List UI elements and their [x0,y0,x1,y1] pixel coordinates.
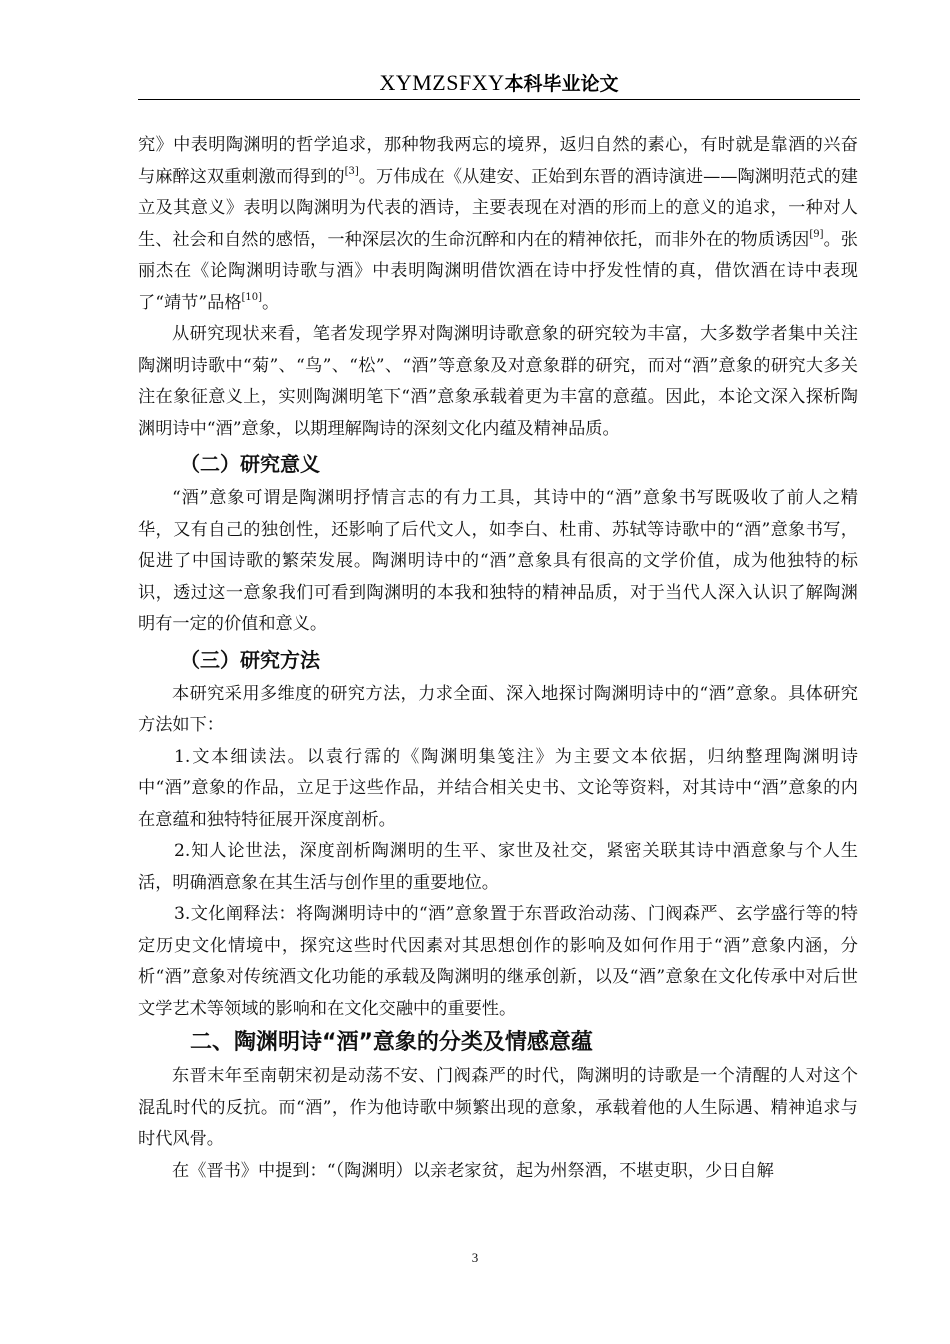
paragraph-era-background: 东晋末年至南朝宋初是动荡不安、门阀森严的时代，陶渊明的诗歌是一个清醒的人对这个混乱时代的反抗。而“酒”，作为他诗歌中频繁出现的意象，承载着他的人生际遇、精神追求与时代风骨。 [138,1066,858,1149]
running-header [138,68,860,98]
paragraph-methods-intro: 本研究采用多维度的研究方法，力求全面、深入地探讨陶渊明诗中的“酒”意象。具体研究方法如下： [138,683,858,735]
body-text [138,130,858,1187]
header-title: 本科毕业论文 [504,73,619,95]
citation-9: [9] [809,228,824,240]
method-item-1: 1.文本细读法。以袁行霈的《陶渊明集笺注》为主要文本依据，归纳整理陶渊明诗中“酒”意象的作品，立足于这些作品，并结合相关史书、文论等资料，对其诗中“酒”意象的内在意蕴和独特特征展开深度剖析。 [138,746,858,830]
method-item-2: 2.知人论世法，深度剖析陶渊明的生平、家世及社交，紧密关联其诗中酒意象与个人生活，明确酒意象在其生活与创作里的重要地位。 [138,841,858,893]
paragraph-research-status: 从研究现状来看，笔者发现学界对陶渊明诗歌意象的研究较为丰富，大多数学者集中关注陶渊明诗歌中“菊”、“鸟”、“松”、“酒”等意象及对意象群的研究，而对“酒”意象的研究大多关注在象征意义上，实则陶渊明笔下“酒”意象承载着更为丰富的意蕴。因此，本论文深入探析陶渊明诗中“酒”意象，以期理解陶诗的深刻文化内蕴及精神品质。 [138,324,858,439]
paragraph-review-continued: 究》中表明陶渊明的哲学追求，那种物我两忘的境界，返归自然的素心，有时就是靠酒的兴奋与麻醉这双重刺激而得到的[3]。万伟成在《从建安、正始到东晋的酒诗演进——陶渊明范式的建立及其意义》表明以陶渊明为代表的酒诗，主要表现在对酒的形而上的意义的追求，一种对人生、社会和自然的感悟，一种深层次的生命沉醉和内在的精神依托，而非外在的物质诱因[9]。张丽杰在《论陶渊明诗歌与酒》中表明陶渊明借饮酒在诗中抒发性情的真，借饮酒在诗中表现了“靖节”品格[10]。 [138,135,858,313]
citation-3: [3] [344,165,359,177]
page-number: 3 [471,1250,479,1265]
header-code: XYMZSFXY [379,70,505,95]
citation-10: [10] [241,291,263,303]
header-rule [138,99,860,100]
method-item-3: 3.文化阐释法：将陶渊明诗中的“酒”意象置于东晋政治动荡、门阀森严、玄学盛行等的特定历史文化情境中，探究这些时代因素对其思想创作的影响及如何作用于“酒”意象内涵，分析“酒”意象对传统酒文化功能的承载及陶渊明的继承创新，以及“酒”意象在文化传承中对后世文学艺术等领域的影响和在文化交融中的重要性。 [138,904,858,1019]
paragraph-jinshu-quote: 在《晋书》中提到：“（陶渊明）以亲老家贫，起为州祭酒，不堪吏职，少日自解 [172,1160,774,1181]
paragraph-significance: “酒”意象可谓是陶渊明抒情言志的有力工具，其诗中的“酒”意象书写既吸收了前人之精华，又有自己的独创性，还影响了后代文人，如李白、杜甫、苏轼等诗歌中的“酒”意象书写，促进了中国诗歌的繁荣发展。陶渊明诗中的“酒”意象具有很高的文学价值，成为他独特的标识，透过这一意象我们可看到陶渊明的本我和独特的精神品质，对于当代人深入认识了解陶渊明有一定的价值和意义。 [138,488,858,634]
chapter-heading-two: 二、陶渊明诗“酒”意象的分类及情感意蕴 [190,1030,593,1055]
section-heading-methods: （三）研究方法 [180,647,320,672]
section-heading-significance: （二）研究意义 [180,452,320,476]
